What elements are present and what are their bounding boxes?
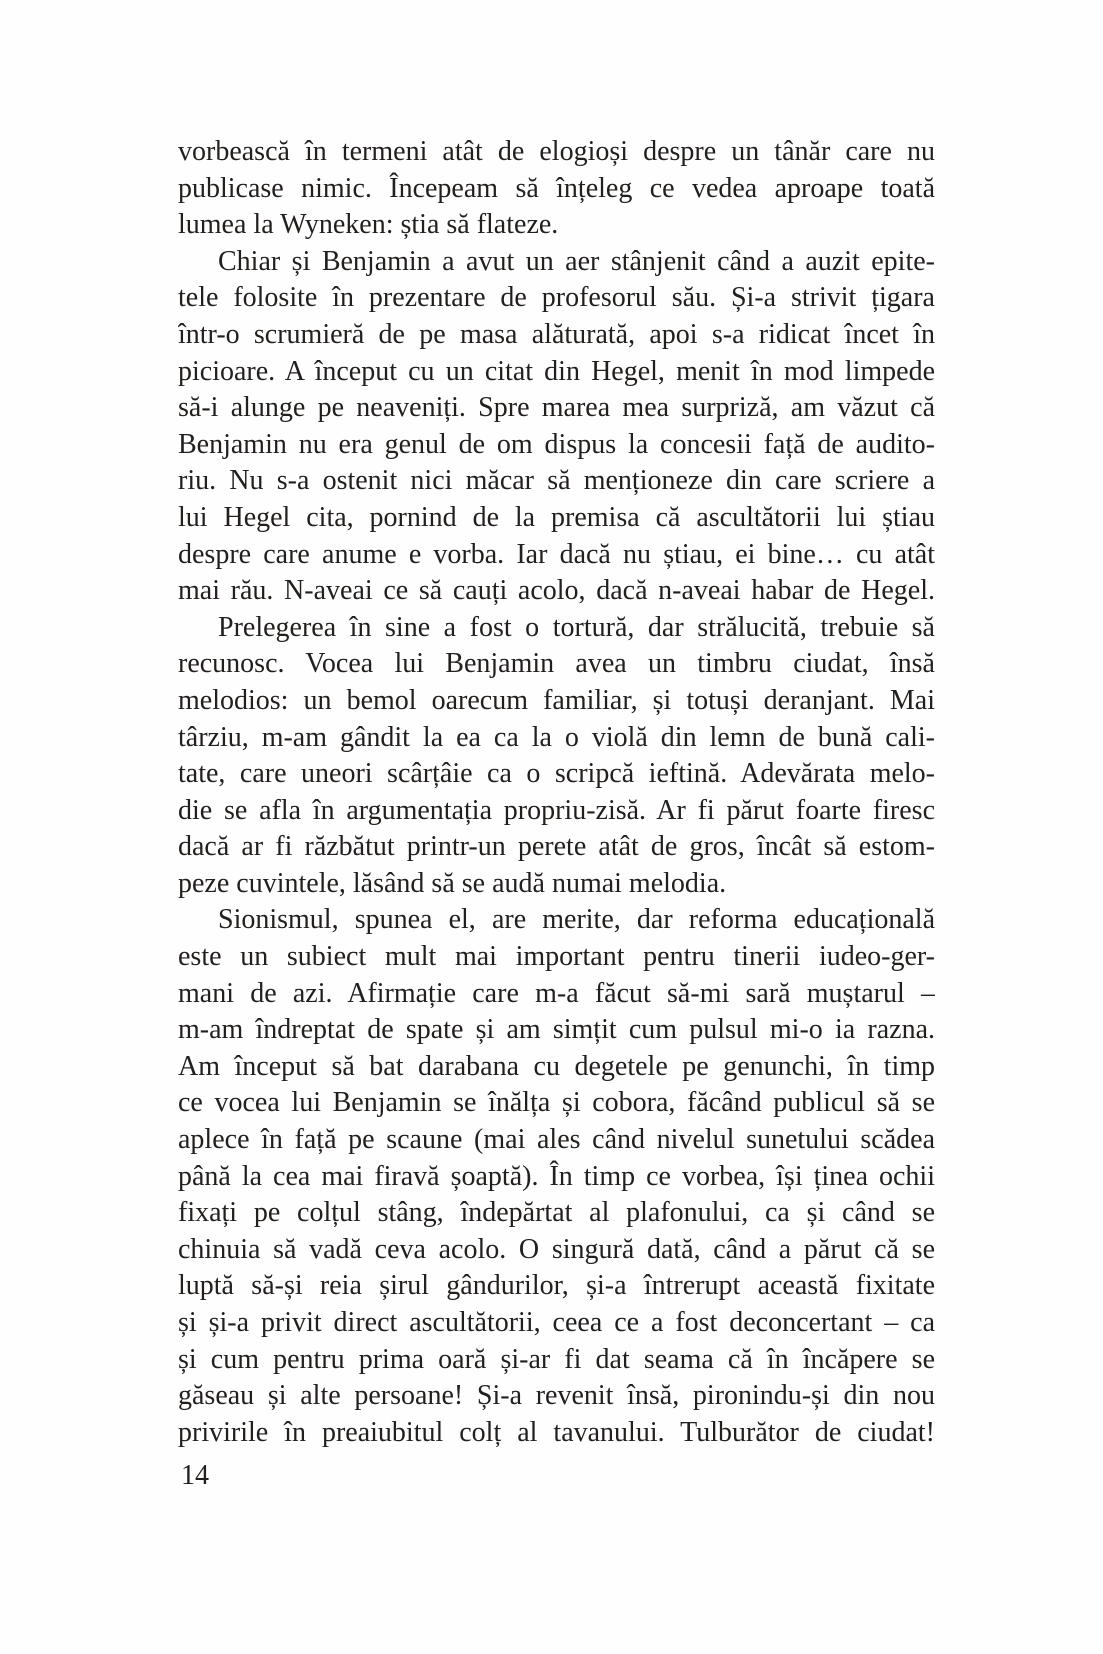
text-line: într-o scrumieră de pe masa alăturată, apoi s-a ridicat încet în (178, 318, 935, 350)
text-line: picioare. A început cu un citat din Hegel, menit în mod limpede (178, 355, 935, 387)
text-line: și și-a privit direct ascultătorii, ceea ce a fost deconcertant – ca (178, 1307, 935, 1338)
text-line: chinuia să vadă ceva acolo. O singură dată, când a părut că se (178, 1233, 935, 1265)
page-number: 14 (181, 1460, 209, 1491)
text-line: mani de azi. Afirmație care m-a făcut să-mi sară muștarul – (178, 977, 935, 1009)
text-line: găseau și alte persoane! Și-a revenit însă, pironindu-și din nou (178, 1380, 935, 1412)
text-line: privirile în preaiubitul colț al tavanului. Tulburător de ciudat! (178, 1416, 935, 1448)
text-line: peze cuvintele, lăsând să se audă numai melodia. (178, 867, 727, 899)
text-line: publicase nimic. Începeam să înțeleg ce vedea aproape toată (178, 172, 935, 204)
text-line: luptă să-și reia șirul gândurilor, și-a întrerupt această fixitate (178, 1270, 935, 1302)
text-line: tate, care uneori scârțâie ca o scripcă ieftină. Adevărata melo- (178, 758, 935, 790)
text-line: recunosc. Vocea lui Benjamin avea un timbru ciudat, însă (178, 648, 935, 680)
text-line: ce vocea lui Benjamin se înălța și cobora, făcând publicul să se (178, 1087, 935, 1119)
text-line: aplece în față pe scaune (mai ales când nivelul sunetului scădea (178, 1124, 935, 1156)
text-line: lumea la Wyneken: știa să flateze. (178, 209, 559, 241)
paragraph (178, 902, 935, 1451)
text-line: riu. Nu s-a ostenit nici măcar să menționeze din care scriere a (178, 465, 935, 497)
paragraph (178, 610, 935, 903)
text-line: târziu, m-am gândit la ea ca la o violă din lemn de bună cali- (178, 721, 935, 753)
text-line: dacă ar fi răzbătut printr-un perete atât de gros, încât să estom- (178, 831, 935, 863)
text-line: Sionismul, spunea el, are merite, dar reforma educațională (218, 904, 935, 936)
text-line: m-am îndreptat de spate și am simțit cum pulsul mi-o ia razna. (178, 1014, 935, 1046)
text-line: vorbească în termeni atât de elogioși despre un tânăr care nu (178, 136, 935, 167)
text-line: să-i alunge pe neaveniți. Spre marea mea surpriză, am văzut că (178, 392, 935, 424)
paragraph (178, 244, 935, 610)
text-line: despre care anume e vorba. Iar dacă nu știau, ei bine… cu atât (178, 538, 935, 570)
text-line: este un subiect mult mai important pentru tinerii iudeo-ger- (178, 941, 935, 973)
text-line: până la cea mai firavă șoaptă). În timp ce vorbea, își ținea ochii (178, 1160, 935, 1192)
text-line: fixați pe colțul stâng, îndepărtat al plafonului, ca și când se (178, 1197, 935, 1229)
text-line: Benjamin nu era genul de om dispus la concesii față de audito- (178, 428, 935, 460)
text-line: die se afla în argumentația propriu-zisă. Ar fi părut foarte firesc (178, 794, 935, 826)
text-line: melodios: un bemol oarecum familiar, și totuși deranjant. Mai (178, 684, 935, 716)
text-line: Chiar și Benjamin a avut un aer stânjenit când a auzit epite- (218, 245, 935, 277)
text-line: tele folosite în prezentare de profesorul său. Și-a strivit țigara (178, 282, 935, 314)
text-line: Prelegerea în sine a fost o tortură, dar strălucită, trebuie să (218, 611, 935, 643)
text-line: mai rău. N-aveai ce să cauți acolo, dacă n-aveai habar de Hegel. (178, 575, 935, 607)
paragraph (178, 134, 935, 244)
text-block (178, 134, 935, 1451)
text-line: Am început să bat darabana cu degetele pe genunchi, în timp (178, 1050, 935, 1082)
text-line: lui Hegel cita, pornind de la premisa că ascultătorii lui știau (178, 501, 935, 533)
text-line: și cum pentru prima oară și-ar fi dat seama că în încăpere se (178, 1343, 935, 1375)
